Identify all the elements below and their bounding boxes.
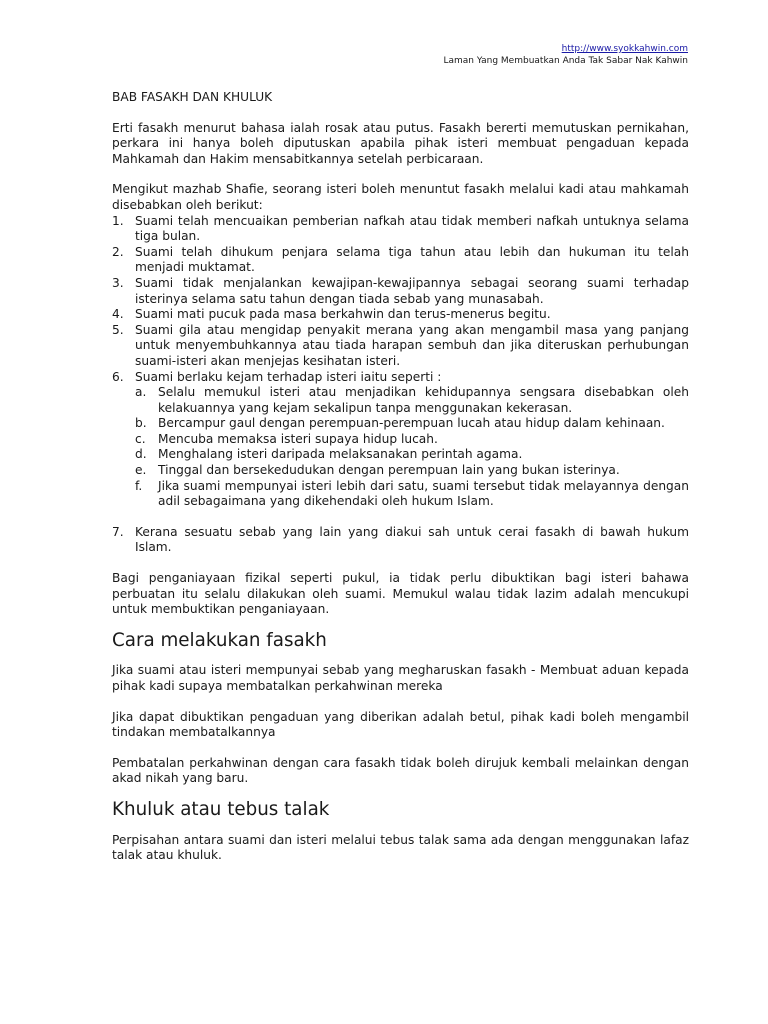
item-number: 2. (112, 244, 124, 259)
item-text: Tinggal dan bersekedudukan dengan perempuan lain yang bukan isterinya. (158, 463, 620, 478)
fasakh-paragraph: Pembatalan perkahwinan dengan cara fasakh tidak boleh dirujuk kembali melainkan dengan akad nikah yang baru. (112, 755, 689, 786)
item-text: Suami gila atau mengidap penyakit merana yang akan mengambil masa yang panjang untuk menyembuhkannya atau tiada harapan sembuh dan jika diteruskan perhubungan suami-isteri akan menjejas kesihatan isteri. (135, 322, 689, 368)
list-item (112, 525, 689, 556)
item-text: Mencuba memaksa isteri supaya hidup lucah. (158, 431, 438, 446)
sublist-item (135, 479, 689, 510)
cruelty-sublist (135, 385, 689, 510)
document-body (112, 90, 689, 864)
item-number: 1. (112, 213, 124, 228)
page-header (443, 43, 688, 67)
item-letter: e. (135, 463, 147, 478)
item-number: 7. (112, 524, 124, 539)
intro-paragraph: Erti fasakh menurut bahasa ialah rosak atau putus. Fasakh bererti memutuskan pernikahan, perkara ini hanya boleh diputuskan apabila pihak isteri membuat pengaduan kepada Mahkamah dan Hakim mensabitkannya setelah perbicaraan. (112, 120, 689, 166)
item-text: Bercampur gaul dengan perempuan-perempuan lucah atau hidup dalam kehinaan. (158, 416, 665, 431)
item-text: Jika suami mempunyai isteri lebih dari satu, suami tersebut tidak melayannya dengan adil sebagaimana yang dikehendaki oleh hukum Islam. (158, 478, 689, 509)
reasons-intro: Mengikut mazhab Shafie, seorang isteri boleh menuntut fasakh melalui kadi atau mahkamah disebabkan oleh berikut: (112, 182, 689, 212)
item-letter: f. (135, 478, 143, 493)
fasakh-paragraph: Jika dapat dibuktikan pengaduan yang diberikan adalah betul, pihak kadi boleh mengambil tindakan membatalkannya (112, 709, 689, 740)
item-letter: b. (135, 416, 147, 431)
section-heading-khuluk: Khuluk atau tebus talak (112, 798, 330, 820)
item-text: Suami berlaku kejam terhadap isteri iaitu seperti : (135, 369, 442, 384)
physical-abuse-paragraph: Bagi penganiayaan fizikal seperti pukul, ia tidak perlu dibuktikan bagi isteri bahawa perbuatan itu selalu dilakukan oleh suami. Memukul walau tidak lazim adalah mencukupi untuk membuktikan penganiayaan. (112, 571, 689, 617)
item-text: Suami mati pucuk pada masa berkahwin dan terus-menerus begitu. (135, 307, 551, 322)
list-item (112, 323, 689, 370)
item-text: Selalu memukul isteri atau menjadikan kehidupannya sengsara disebabkan oleh kelakuannya yang kejam sekalipun tanpa menggunakan kekerasan. (158, 385, 689, 415)
list-item (112, 245, 689, 276)
list-item (112, 370, 689, 510)
header-tagline: Laman Yang Membuatkan Anda Tak Sabar Nak Kahwin (443, 56, 688, 66)
item-text: Kerana sesuatu sebab yang lain yang diakui sah untuk cerai fasakh di bawah hukum Islam. (135, 524, 689, 555)
reasons-list-continued (112, 525, 689, 556)
list-item (112, 276, 689, 307)
item-number: 5. (112, 322, 124, 337)
item-number: 3. (112, 275, 124, 290)
section-heading-fasakh: Cara melakukan fasakh (112, 629, 327, 651)
website-link[interactable]: http://www.syokkahwin.com (561, 44, 688, 54)
sublist-item (135, 432, 689, 448)
list-item (112, 214, 689, 245)
sublist-item (135, 385, 689, 416)
item-text: Suami telah dihukum penjara selama tiga tahun atau lebih dan hukuman itu telah menjadi muktamat. (135, 244, 689, 275)
sublist-item (135, 463, 689, 479)
list-item (112, 307, 689, 323)
item-text: Suami tidak menjalankan kewajipan-kewajipannya sebagai seorang suami terhadap isterinya selama satu tahun dengan tiada sebab yang munasabah. (135, 275, 689, 306)
item-text: Menghalang isteri daripada melaksanakan perintah agama. (158, 447, 523, 462)
sublist-item (135, 416, 689, 432)
item-letter: d. (135, 447, 147, 462)
sublist-item (135, 447, 689, 463)
item-letter: c. (135, 431, 146, 446)
item-text: Suami telah mencuaikan pemberian nafkah atau tidak memberi nafkah untuknya selama tiga bulan. (135, 213, 689, 244)
fasakh-paragraph: Jika suami atau isteri mempunyai sebab yang megharuskan fasakh - Membuat aduan kepada pihak kadi supaya membatalkan perkahwinan mereka (112, 663, 689, 693)
page-title: BAB FASAKH DAN KHULUK (112, 90, 273, 104)
khuluk-paragraph: Perpisahan antara suami dan isteri melalui tebus talak sama ada dengan menggunakan lafaz talak atau khuluk. (112, 832, 689, 863)
item-number: 4. (112, 307, 124, 322)
reasons-list (112, 214, 689, 510)
item-number: 6. (112, 369, 124, 384)
item-letter: a. (135, 385, 147, 400)
